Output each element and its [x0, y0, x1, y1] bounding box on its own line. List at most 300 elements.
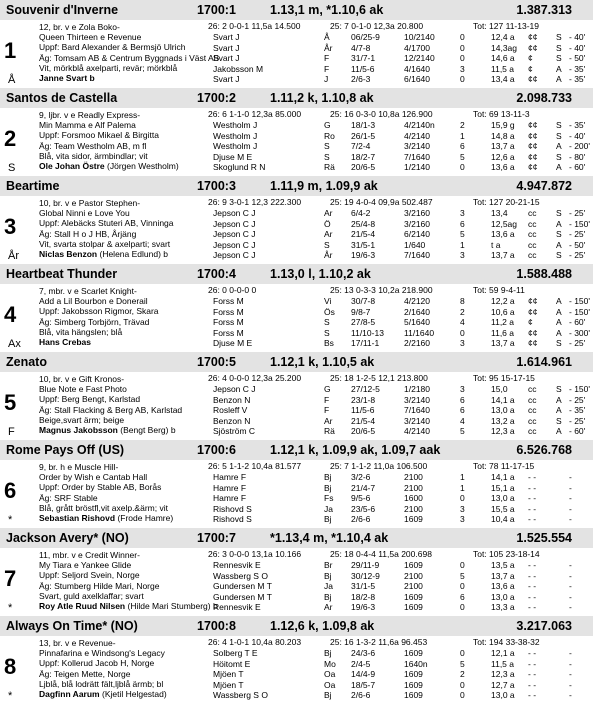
start-prize: -: [569, 591, 572, 602]
start-prize: -: [569, 514, 572, 524]
start-shoes: A: [556, 141, 562, 151]
horse-info-line: 10, br. v e Gift Kronos-: [39, 374, 125, 384]
start-date: 4/7-8: [351, 42, 371, 53]
start-distance: 3/2160: [404, 208, 430, 218]
start-placing: 0: [460, 327, 465, 338]
start-placing: 1: [460, 239, 465, 250]
start-placing: 5: [460, 570, 465, 581]
start-position: 1700:4: [197, 267, 236, 281]
start-driver: Rennesvik E: [213, 602, 261, 612]
start-odds: - -: [528, 514, 537, 524]
start-time: 13,6 a: [491, 581, 515, 591]
horse-info-line: Add a Lil Bourbon e Donerail: [39, 296, 148, 307]
start-placing: 5: [460, 426, 465, 436]
horse-info-line: Vit, svarta stolpar & axelparti; svart: [39, 238, 171, 249]
start-odds: ¢¢: [528, 32, 538, 42]
start-track: Bj: [324, 648, 332, 658]
start-distance: 4/1700: [404, 42, 430, 53]
stats-last-year: 25: 16 0-3-0 10,8a 126.900: [330, 109, 433, 119]
horse-info-line: Uppf: Forsmoo Mikael & Birgitta: [39, 130, 159, 141]
start-position: 1700:5: [197, 355, 236, 369]
horse-name[interactable]: Zenato: [6, 355, 47, 369]
driver-name[interactable]: Magnus Jakobsson: [39, 425, 118, 436]
start-time: 13,0 a: [491, 493, 515, 503]
start-date: 23/1-8: [351, 394, 376, 405]
start-odds: cc: [528, 405, 537, 415]
horse-info: [0, 550, 218, 622]
horse-name[interactable]: Rome Pays Off (US): [6, 443, 125, 457]
start-row: [208, 219, 593, 230]
start-driver: Benzon N: [213, 415, 251, 426]
stats-last-year: 25: 7 1-1-2 11,0a 106.500: [330, 461, 428, 471]
start-number: 6: [4, 478, 17, 503]
start-date: 27/12-5: [351, 384, 380, 394]
start-odds: ¢¢: [528, 74, 538, 84]
start-date: 21/5-4: [351, 415, 376, 426]
start-prize: - 35': [569, 405, 586, 415]
start-prize: - 80': [569, 151, 586, 162]
horse-info: [0, 286, 208, 358]
start-distance: 3/2140: [404, 415, 430, 426]
start-distance: 11/1640: [404, 327, 435, 338]
start-shoes: S: [556, 250, 562, 260]
start-row: [208, 416, 593, 427]
start-odds: cc: [528, 218, 537, 229]
start-placing: 3: [460, 384, 465, 394]
start-placing: 0: [460, 74, 465, 84]
stats-total: Tot: 78 11-17-15: [473, 461, 535, 471]
start-driver: Forss M: [213, 306, 244, 317]
start-placing: 6: [460, 591, 465, 602]
horse-info-line: Äg: Teigen Mette, Norge: [39, 668, 131, 679]
start-odds: - -: [528, 669, 537, 679]
start-odds: - -: [528, 482, 537, 493]
stats-total: Tot: 69 13-11-3: [473, 109, 530, 119]
start-track: Rä: [324, 162, 335, 172]
start-prize: -: [569, 648, 572, 658]
horse-marker: S: [8, 162, 16, 174]
start-track: År: [324, 42, 333, 53]
start-time: 12,1 a: [491, 648, 515, 658]
stats-last-year: 25: 7 0-1-0 12,3a 20.800: [330, 21, 424, 31]
start-track: Ja: [324, 503, 333, 514]
stats-current-year: 26: 3 0-0-0 13,1a 10.166: [208, 549, 302, 559]
start-prize: - 300': [569, 327, 590, 338]
start-odds: - -: [528, 472, 537, 482]
start-placing: 0: [460, 53, 465, 63]
stats-total: Tot: 127 20-21-15: [473, 197, 540, 207]
start-odds: ¢¢: [528, 151, 538, 162]
start-driver: Hamre F: [213, 482, 247, 493]
start-placing: 0: [460, 581, 465, 591]
horse-header: [0, 440, 593, 460]
start-shoes: S: [556, 208, 562, 218]
start-row: [208, 504, 593, 515]
start-placing: 3: [460, 250, 465, 260]
horse-name[interactable]: Heartbeat Thunder: [6, 267, 118, 281]
start-time: 10,6 a: [491, 306, 515, 317]
horse-entry: [0, 176, 593, 264]
start-track: S: [324, 317, 330, 327]
start-driver: Wassberg S O: [213, 570, 268, 581]
start-prize: -: [569, 493, 572, 503]
horse-name[interactable]: Jackson Avery* (NO): [6, 531, 129, 545]
start-date: 30/7-8: [351, 296, 376, 306]
start-row: [208, 405, 593, 416]
start-time: 14,1 a: [491, 394, 515, 405]
start-prize: - 50': [569, 53, 586, 63]
horse-info-line: Äg: Tomsam AB & Centrum Byggnads i Väst AB: [39, 52, 220, 63]
horse-info-line: 11, mbr. v e Credit Winner-: [39, 550, 140, 560]
start-row: [208, 317, 593, 328]
horse-entry: [0, 0, 593, 88]
start-track: Oa: [324, 679, 336, 690]
horse-info-line: Uppf: Seljord Svein, Norge: [39, 570, 140, 581]
start-date: 21/4-7: [351, 482, 376, 493]
driver-name[interactable]: Hans Crebas: [39, 337, 91, 348]
start-prize: - 25': [569, 208, 586, 218]
start-driver: Höitomt E: [213, 658, 251, 669]
start-date: 11/5-6: [351, 405, 375, 415]
start-time: 15,5 a: [491, 503, 515, 514]
start-time: 12,4 a: [491, 32, 515, 42]
start-time: 15,1 a: [491, 482, 515, 493]
horse-header: [0, 616, 593, 636]
start-driver: Rennesvik E: [213, 560, 261, 570]
start-track: Bj: [324, 690, 332, 700]
start-date: 14/4-9: [351, 669, 376, 679]
start-prize: - 200': [569, 141, 590, 151]
start-distance: 2100: [404, 581, 423, 591]
start-driver: Hamre F: [213, 493, 247, 503]
start-driver: Wassberg S O: [213, 690, 268, 700]
start-prize: - 25': [569, 338, 586, 348]
driver-name[interactable]: Janne Svart b: [39, 73, 95, 84]
start-position: 1700:6: [197, 443, 236, 457]
start-date: 2/6-6: [351, 514, 371, 524]
start-shoes: S: [556, 32, 562, 42]
start-date: 17/11-1: [351, 338, 380, 348]
start-odds: - -: [528, 570, 537, 581]
horse-name[interactable]: Always On Time* (NO): [6, 619, 138, 633]
start-date: 9/5-6: [351, 493, 371, 503]
start-time: 13,0 a: [491, 591, 515, 602]
horse-marker: *: [8, 514, 13, 526]
start-driver: Forss M: [213, 327, 244, 338]
start-shoes: A: [556, 426, 562, 436]
start-date: 2/6-6: [351, 690, 371, 700]
record-times: 1.13,0 l, 1.10,2 ak: [270, 267, 371, 281]
start-date: 29/11-9: [351, 560, 380, 570]
start-shoes: S: [556, 130, 562, 141]
horse-info-line: My Tiara e Yankee Glide: [39, 560, 132, 571]
stats-current-year: 26: 4 0-0-0 12,3a 25.200: [208, 373, 302, 383]
start-odds: ¢¢: [528, 141, 538, 151]
driver-name[interactable]: Dagfinn Aarum: [39, 689, 100, 700]
start-time: 12,2 a: [491, 296, 515, 306]
horse-info-line: Queen Thirteen e Revenue: [39, 32, 142, 43]
total-earnings: 1.614.961: [516, 355, 572, 369]
horse-marker: År: [8, 250, 19, 262]
start-time: 13,5 a: [491, 560, 515, 570]
start-odds: - -: [528, 679, 537, 690]
start-number: 2: [4, 126, 17, 151]
start-number: 5: [4, 390, 17, 415]
horse-info: [0, 110, 208, 182]
start-track: S: [324, 327, 330, 338]
start-odds: - -: [528, 648, 537, 658]
horse-info-line: Äg: Team Westholm AB, m fl: [39, 140, 147, 151]
start-distance: 12/2140: [404, 53, 435, 63]
start-row: [208, 208, 593, 219]
start-prize: - 150': [569, 384, 590, 394]
start-distance: 1/640: [404, 239, 426, 250]
stats-current-year: 26: 5 1-1-2 10,4a 81.577: [208, 461, 302, 471]
horse-info-line: Äg: Stumberg Hilde Mari, Norge: [39, 580, 160, 591]
start-prize: -: [569, 679, 572, 690]
start-distance: 1/2180: [404, 384, 430, 394]
record-times: 1.13,1 m, *1.10,6 ak: [270, 3, 384, 17]
record-times: 1.11,9 m, 1.09,9 ak: [270, 179, 378, 193]
start-prize: - 60': [569, 162, 586, 172]
start-date: 2/4-5: [351, 658, 371, 669]
driver-name[interactable]: Roy Atle Ruud Nilsen: [39, 601, 126, 612]
start-shoes: A: [556, 162, 562, 172]
start-date: 31/7-1: [351, 53, 376, 63]
total-earnings: 4.947.872: [516, 179, 572, 193]
stats-total: Tot: 194 33-38-32: [473, 637, 540, 647]
horse-info-line: 9, br. h e Muscle Hill-: [39, 462, 119, 472]
start-driver: Jepson C J: [213, 208, 256, 218]
start-time: 14,6 a: [491, 53, 515, 63]
stats-last-year: 25: 18 1-2-5 12,1 213.800: [330, 373, 428, 383]
start-time: 12,3 a: [491, 426, 515, 436]
start-date: 19/6-3: [351, 602, 376, 612]
start-row: [208, 307, 593, 318]
start-driver: Svart J: [213, 74, 240, 84]
start-driver: Svart J: [213, 42, 240, 53]
start-row: [208, 141, 593, 152]
start-placing: 0: [460, 602, 465, 612]
start-row: [208, 74, 593, 85]
total-earnings: 6.526.768: [516, 443, 572, 457]
start-row: [208, 395, 593, 406]
start-distance: 1609: [404, 648, 423, 658]
start-time: 13,0 a: [491, 405, 515, 415]
horse-header: [0, 352, 593, 372]
start-placing: 3: [460, 514, 465, 524]
start-time: 11,5 a: [491, 658, 515, 669]
start-position: 1700:1: [197, 3, 236, 17]
start-driver: Rishovd S: [213, 514, 252, 524]
horse-info-line: Blå, vita hängslen; blå: [39, 326, 123, 337]
stats-total: Tot: 59 9-4-11: [473, 285, 525, 295]
horse-name[interactable]: Souvenir d'Inverne: [6, 3, 119, 17]
horse-header: [0, 176, 593, 196]
start-driver: Forss M: [213, 296, 244, 306]
horse-info: [0, 198, 208, 270]
horse-info: [0, 638, 208, 710]
start-placing: 0: [460, 32, 465, 42]
start-row: [208, 426, 593, 437]
start-row: [208, 32, 593, 43]
start-track: Ös: [324, 306, 335, 317]
start-shoes: S: [556, 229, 562, 239]
start-distance: 1609: [404, 690, 423, 700]
start-row: [208, 493, 593, 504]
start-distance: 2100: [404, 472, 423, 482]
horse-info-line: Svart, guld axelklaffar; svart: [39, 590, 144, 601]
start-date: 24/3-6: [351, 648, 376, 658]
start-row: [208, 384, 593, 395]
start-prize: -: [569, 503, 572, 514]
start-odds: - -: [528, 602, 537, 612]
horse-info: [0, 462, 208, 534]
start-row: [208, 571, 593, 582]
start-shoes: A: [556, 63, 562, 74]
start-date: 23/5-6: [351, 503, 376, 514]
horse-info-line: Pinnafarina e Windsong's Legacy: [39, 648, 165, 659]
start-date: 11/5-6: [351, 63, 375, 74]
horse-info-line: Order by Wish e Cantab Hall: [39, 472, 148, 483]
start-date: 6/4-2: [351, 208, 371, 218]
start-placing: 2: [460, 669, 465, 679]
horse-entry: [0, 264, 593, 352]
start-time: 11,2 a: [491, 317, 515, 327]
stats-total: Tot: 127 11-13-19: [473, 21, 539, 31]
start-row: [208, 64, 593, 75]
start-shoes: S: [556, 338, 562, 348]
start-number: 1: [4, 38, 17, 63]
start-placing: 6: [460, 141, 465, 151]
horse-entry: [0, 616, 593, 704]
stats-last-year: 25: 13 0-3-3 10,2a 218.900: [330, 285, 433, 295]
start-odds: ¢¢: [528, 327, 538, 338]
start-distance: 1640n: [404, 658, 428, 669]
start-row: [208, 680, 593, 691]
driver-name[interactable]: Niclas Benzon: [39, 249, 98, 260]
start-distance: 4/2140: [404, 130, 430, 141]
horse-info-line: Uppf: Berg Bengt, Karlstad: [39, 394, 141, 405]
horse-marker: *: [8, 690, 13, 702]
start-track: Ar: [324, 229, 333, 239]
start-position: 1700:8: [197, 619, 236, 633]
start-placing: 3: [460, 338, 465, 348]
horse-marker: F: [8, 426, 15, 438]
start-track: Oa: [324, 669, 336, 679]
start-driver: Svart J: [213, 53, 240, 63]
start-driver: Jepson C J: [213, 250, 256, 260]
start-prize: -: [569, 570, 572, 581]
start-driver: Gundersen M T: [213, 591, 272, 602]
start-shoes: A: [556, 74, 562, 84]
start-track: Ar: [324, 415, 333, 426]
start-row: [208, 483, 593, 494]
start-time: 13,3 a: [491, 602, 515, 612]
start-distance: 3/2140: [404, 141, 430, 151]
start-time: 11,5 a: [491, 63, 515, 74]
start-row: [208, 472, 593, 483]
start-track: Bs: [324, 338, 334, 348]
start-track: Bj: [324, 570, 332, 581]
start-date: 26/1-5: [351, 130, 376, 141]
start-track: Bj: [324, 514, 332, 524]
start-prize: - 25': [569, 394, 586, 405]
start-prize: - 40': [569, 130, 586, 141]
start-placing: 8: [460, 296, 465, 306]
start-date: 18/2-8: [351, 591, 376, 602]
start-placing: 4: [460, 317, 465, 327]
start-odds: ¢: [528, 317, 533, 327]
start-position: 1700:3: [197, 179, 236, 193]
start-number: 3: [4, 214, 17, 239]
horse-info-line: Uppf: Jakobsson Rigmor, Skara: [39, 306, 159, 317]
start-distance: 10/2140: [404, 32, 435, 42]
start-prize: - 25': [569, 229, 586, 239]
horse-marker: Å: [8, 74, 16, 86]
start-time: 13,0 a: [491, 690, 515, 700]
start-time: 12,3 a: [491, 669, 515, 679]
start-driver: Djuse M E: [213, 151, 253, 162]
start-row: [208, 338, 593, 349]
start-driver: Westholm J: [213, 141, 258, 151]
horse-name[interactable]: Beartime: [6, 179, 60, 193]
start-distance: 6/2140: [404, 229, 430, 239]
horse-info-line: Uppf: Alebäcks Stuteri AB, Vinninga: [39, 218, 174, 229]
start-time: 13,2 a: [491, 415, 515, 426]
start-distance: 4/2140: [404, 426, 430, 436]
start-date: 18/2-7: [351, 151, 376, 162]
start-driver: Sjöström C: [213, 426, 256, 436]
total-earnings: 3.217.063: [516, 619, 572, 633]
start-distance: 7/1640: [404, 151, 430, 162]
start-driver: Rishovd S: [213, 503, 252, 514]
start-shoes: A: [556, 405, 562, 415]
horse-info-line: Ljblå, blå lodrätt fält,ljblå ärmb; bl: [39, 678, 164, 689]
start-track: F: [324, 63, 330, 74]
start-prize: - 150': [569, 218, 590, 229]
driver-name[interactable]: Sebastian Rishovd: [39, 513, 116, 524]
start-odds: cc: [528, 239, 537, 250]
trainer-note: (Bengt Berg) b: [120, 425, 176, 436]
horse-info-line: Blå, vita sidor, ärmbindlar; vit: [39, 150, 148, 161]
start-shoes: A: [556, 394, 562, 405]
stats-last-year: 25: 18 0-4-4 11,5a 200.698: [330, 549, 432, 559]
start-placing: 5: [460, 151, 465, 162]
horse-info-line: Uppf: Kollerud Jacob H, Norge: [39, 658, 155, 669]
start-distance: 7/1640: [404, 250, 430, 260]
start-distance: 2/1640: [404, 306, 430, 317]
start-driver: Westholm J: [213, 130, 258, 141]
start-time: 12,7 a: [491, 679, 515, 690]
start-placing: 0: [460, 679, 465, 690]
start-odds: - -: [528, 591, 537, 602]
start-time: t a: [491, 239, 501, 250]
start-time: 13,7 a: [491, 141, 515, 151]
start-prize: -: [569, 581, 572, 591]
start-track: Rä: [324, 426, 335, 436]
start-odds: cc: [528, 250, 537, 260]
start-placing: 5: [460, 229, 465, 239]
start-row: [208, 581, 593, 592]
horse-name[interactable]: Santos de Castella: [6, 91, 118, 105]
start-row: [208, 659, 593, 670]
start-driver: Rosleff V: [213, 405, 248, 415]
start-prize: - 150': [569, 296, 590, 306]
start-distance: 4/2120: [404, 296, 430, 306]
driver-name[interactable]: Ole Johan Östre: [39, 161, 105, 172]
horse-info-line: Beige,svart ärm; beige: [39, 414, 125, 425]
